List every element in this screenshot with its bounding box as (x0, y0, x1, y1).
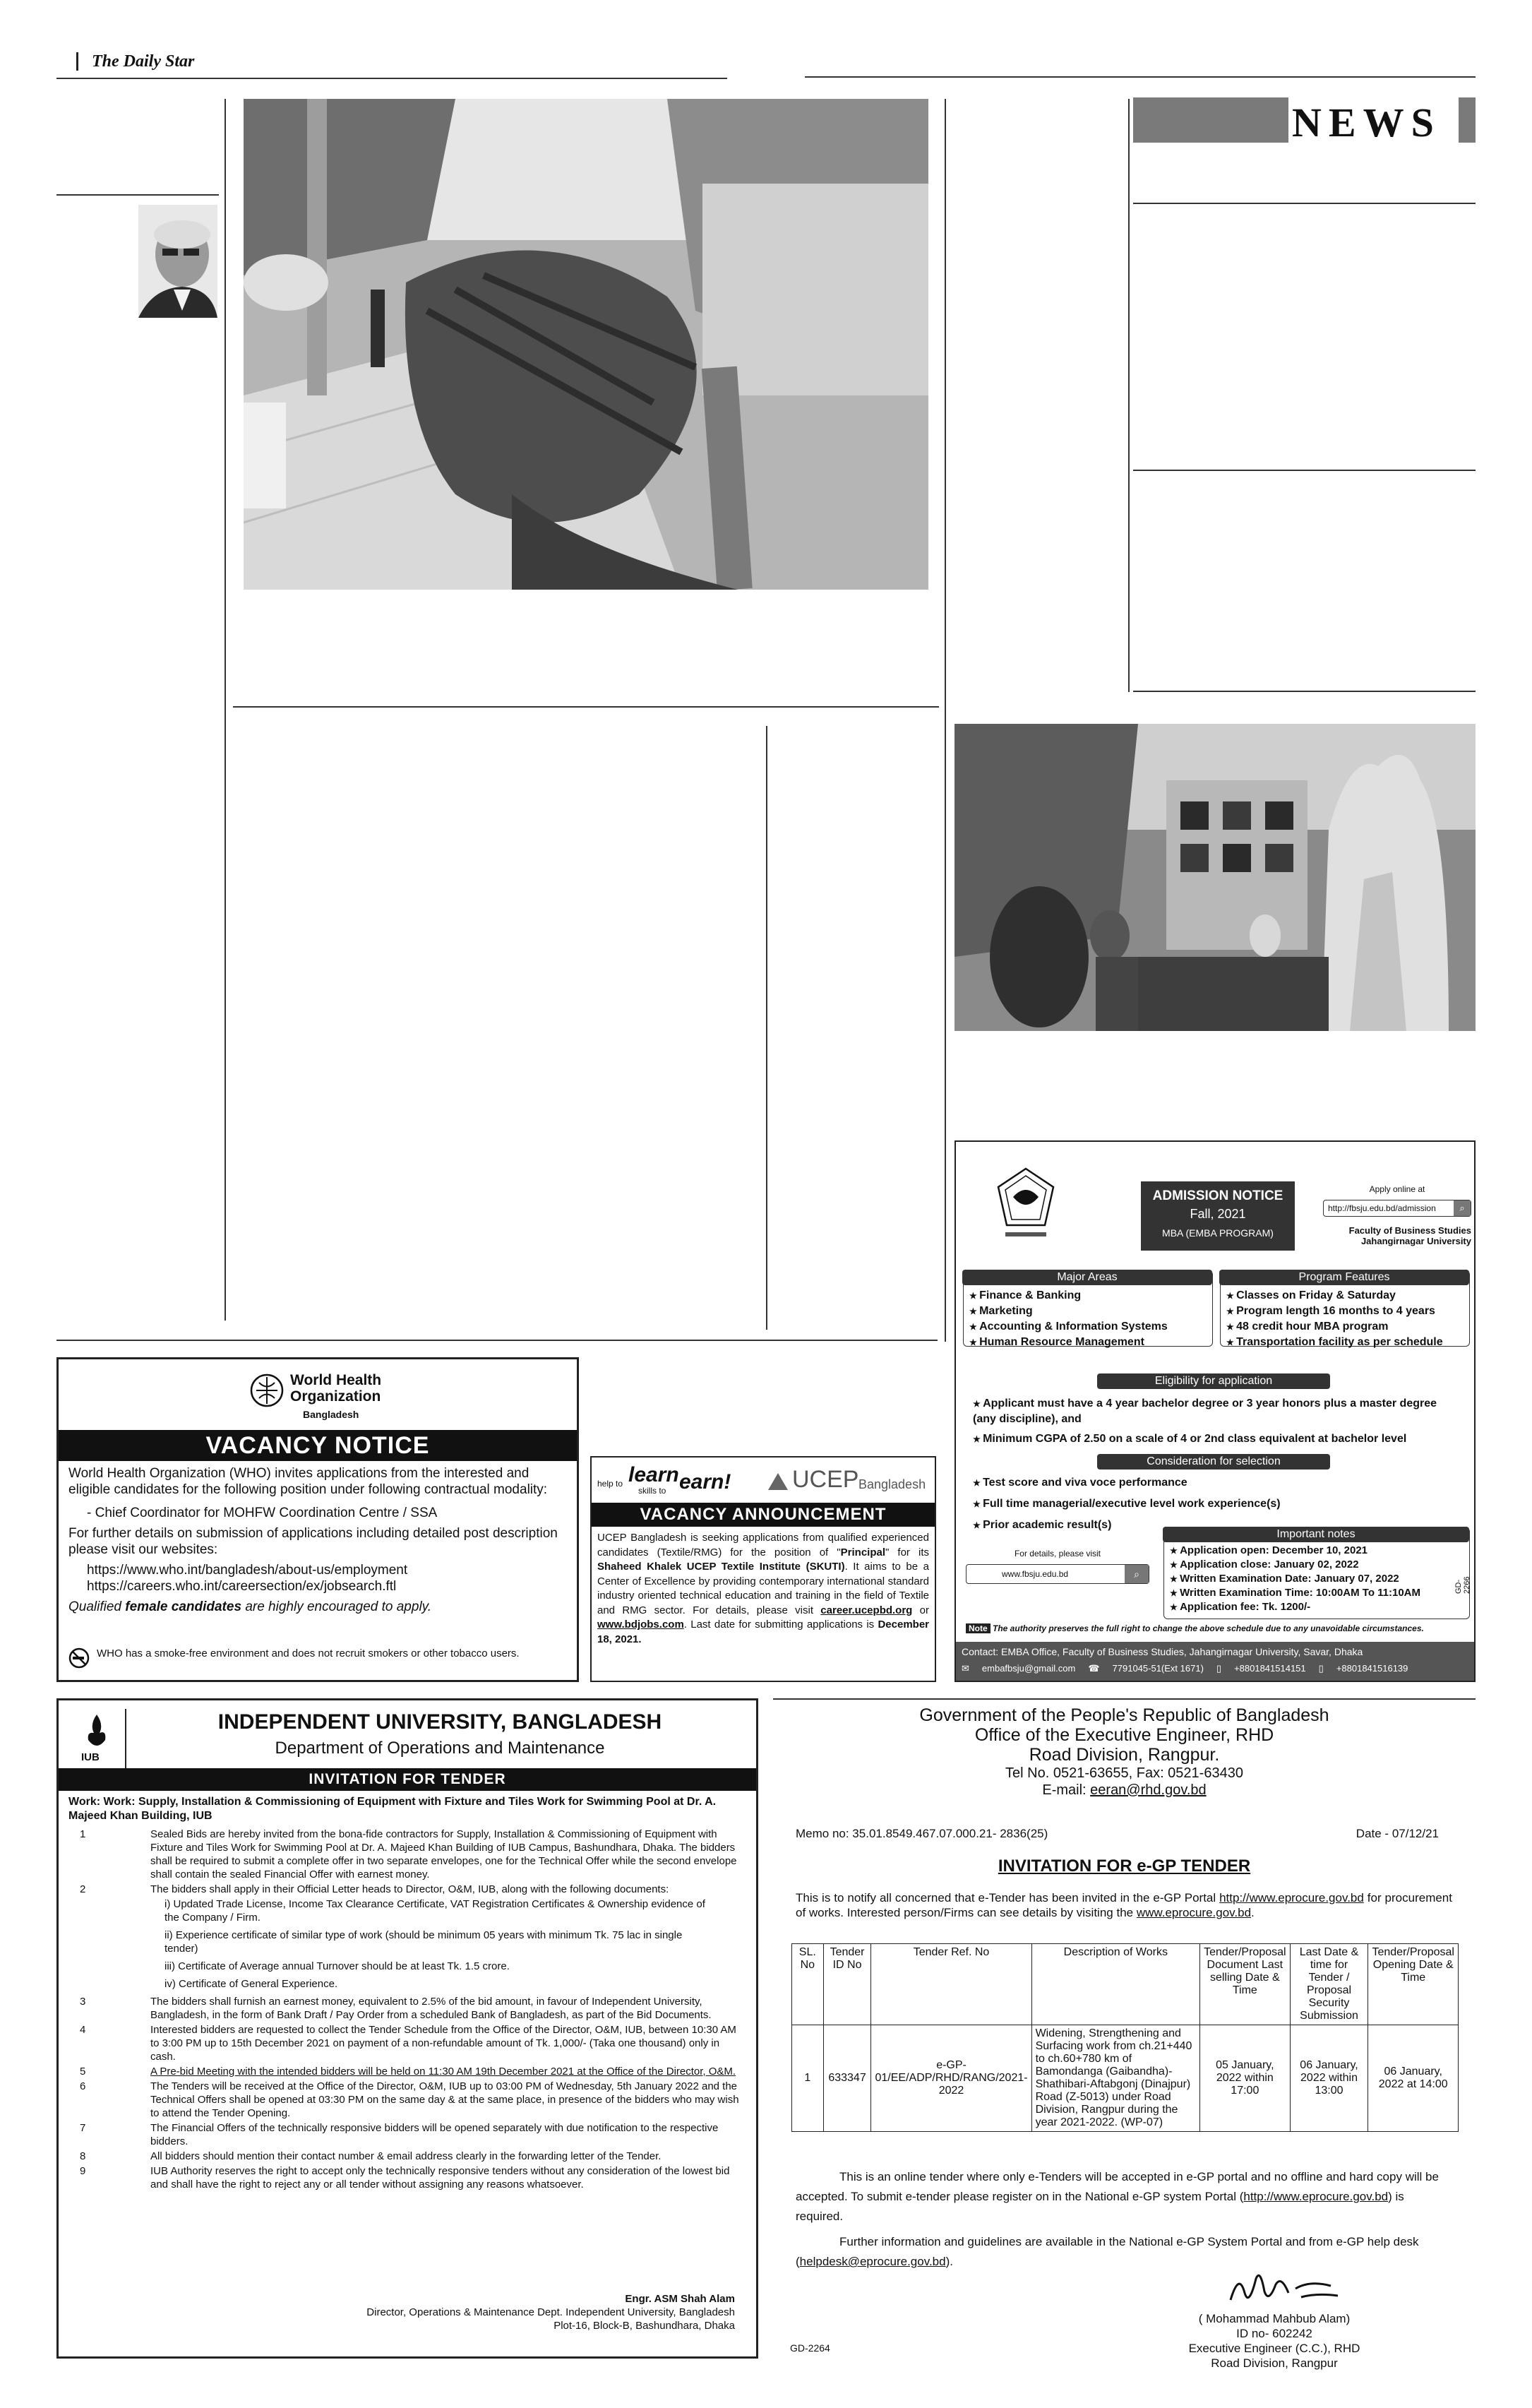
admission-title: ADMISSION NOTICE (1152, 1188, 1283, 1203)
table-header-cell: Tender ID No (823, 1944, 871, 2025)
apply-url-field[interactable] (1323, 1200, 1471, 1217)
rhd-division: Road Division, Rangpur. (1029, 1745, 1220, 1765)
ucep-tag-learn: learn (628, 1463, 679, 1486)
fallen-tree-photo (244, 99, 928, 590)
who-smoke-text: WHO has a smoke-free environment and does not recruit smokers or other tobacco users. (97, 1647, 520, 1659)
iub-item (66, 1897, 743, 1924)
who-link-1[interactable]: https://www.who.int/bangladesh/about-us/employment (87, 1563, 408, 1578)
consideration-list (973, 1475, 1460, 1533)
col-rule-2 (945, 99, 946, 1342)
eligibility-item: ★ Applicant must have a 4 year bachelor degree or 3 year honors plus a master degree (any discipline), and (973, 1396, 1460, 1427)
who-org-name: World Health Organization (290, 1372, 382, 1405)
phone-icon: ☎ (1088, 1663, 1100, 1674)
rhd-email-row (773, 1782, 1476, 1799)
iub-sign-addr: Plot-16, Block-B, Bashundhara, Dhaka (553, 2320, 735, 2332)
major-item: ★ Accounting & Information Systems (969, 1319, 1168, 1335)
sculpture-photo (954, 724, 1476, 1031)
rhd-sign-id: ID no- 602242 (1236, 2327, 1312, 2340)
rhd-help-email[interactable]: helpdesk@eprocure.gov.bd (799, 2255, 946, 2268)
table-cell: 06 January, 2022 within 13:00 (1290, 2025, 1368, 2132)
rhd-intro-2: for procurement of works. Interested person/Firms can see details by visiting the (796, 1891, 1452, 1919)
admission-contact-bar (956, 1642, 1474, 1681)
table-cell: 633347 (823, 2025, 871, 2132)
admission-apply-block (1323, 1184, 1471, 1255)
ucep-site-1[interactable]: career.ucepbd.org (820, 1604, 913, 1616)
author-portrait (138, 205, 217, 318)
ucep-logo-row (597, 1462, 929, 1500)
admission-notice (954, 1140, 1476, 1682)
ju-logo (995, 1166, 1056, 1244)
admission-university: Jahangirnagar University (1360, 1236, 1471, 1246)
rhd-further-text: Further information and guidelines are available in the National e-GP System Portal and from e-GP help desk ( (796, 2235, 1419, 2268)
important-notes-list (1170, 1544, 1420, 1614)
iub-item (66, 1883, 743, 1896)
iub-item (66, 2023, 743, 2063)
news-rule-3 (1133, 691, 1476, 692)
iub-name: INDEPENDENT UNIVERSITY, BANGLADESH (217, 1710, 662, 1734)
iub-item-text: iii) Certificate of Average annual Turnover should be at least Tk. 1.5 crore. (164, 1960, 510, 1972)
table-row (792, 2025, 1459, 2132)
rhd-online-end: ) is required. (796, 2190, 1404, 2223)
iub-items (66, 1828, 743, 2193)
masthead-right-rule (805, 76, 1476, 78)
note-item: ★ Written Examination Time: 10:00AM To 11:10AM (1170, 1586, 1420, 1600)
table-header-cell: Description of Works (1031, 1944, 1200, 2025)
rhd-sign-title: Executive Engineer (C.C.), RHD (1188, 2342, 1360, 2355)
who-smoke-note (68, 1647, 567, 1669)
iub-item-num: 2 (80, 1883, 86, 1895)
program-features-list (1226, 1288, 1443, 1350)
iub-item-num: 4 (80, 2024, 86, 2036)
table-header-row (792, 1944, 1459, 2025)
iub-title-bar: INVITATION FOR TENDER (59, 1768, 756, 1791)
ucep-body (597, 1531, 929, 1647)
who-body (68, 1465, 567, 1615)
news-rule-1 (1133, 203, 1476, 204)
consideration-head: Consideration for selection (1097, 1454, 1330, 1470)
ucep-tag-earn: earn! (679, 1470, 731, 1494)
iub-item-text: Interested bidders are requested to collect the Tender Schedule from the Office of the Director, O&M, IUB, between 10:30 AM to 3:00 PM up to 15th December 2021 on payment of a non-refundable amount of Tk. 1,000/- (Taka one thousand) only in cash. (150, 2024, 736, 2063)
rhd-sign-name: ( Mohammad Mahbub Alam) (1198, 2312, 1351, 2325)
note-item: ★ Application fee: Tk. 1200/- (1170, 1600, 1420, 1614)
iub-item-num: 9 (80, 2165, 86, 2177)
admission-title-block (1141, 1181, 1295, 1251)
rhd-email[interactable]: eeran@rhd.gov.bd (1090, 1782, 1207, 1798)
apply-url: http://fbsju.edu.bd/admission (1328, 1203, 1436, 1213)
iub-item (66, 2121, 743, 2148)
who-org-country: Bangladesh (303, 1409, 359, 1420)
ju-emblem-icon (995, 1166, 1056, 1244)
rhd-tel: Tel No. 0521-63655, Fax: 0521-63430 (1005, 1765, 1243, 1781)
rhd-online-note (796, 2167, 1452, 2227)
visit-url: www.fbsju.edu.bd (1002, 1569, 1069, 1579)
rhd-date: Date - 07/12/21 (1356, 1827, 1439, 1840)
iub-signature (366, 2292, 735, 2332)
table-header-cell: Tender Ref. No (871, 1944, 1031, 2025)
major-item: ★ Marketing (969, 1304, 1168, 1319)
masthead-brand: The Daily Star (92, 52, 195, 71)
eligibility-head: Eligibility for application (1097, 1373, 1330, 1389)
email-icon: ✉ (962, 1663, 969, 1674)
signature-image (1225, 2265, 1345, 2314)
who-female-post: are highly encouraged to apply. (245, 1599, 432, 1614)
lower-left-rule (56, 1340, 938, 1341)
rhd-memo: Memo no: 35.01.8549.467.07.000.21- 2836(25) (796, 1827, 1048, 1840)
note-item: ★ Written Examination Date: January 07, 2022 (1170, 1572, 1420, 1586)
ucep-logo-country: Bangladesh (858, 1477, 926, 1491)
iub-item-text: The bidders shall furnish an earnest money, equivalent to 2.5% of the bid amount, in favour of Independent University, Bangladesh, in the form of Bank Draft / Pay Order from a scheduled Bank of Bangladesh, as part of the Bid Documents. (150, 1996, 712, 2021)
table-header-cell: Tender/Proposal Document Last selling Date & Time (1200, 1944, 1291, 2025)
rhd-header (773, 1705, 1476, 1799)
major-areas-list (969, 1288, 1168, 1350)
ucep-position: Principal (840, 1546, 885, 1558)
rhd-further-end: ). (945, 2255, 953, 2268)
iub-item (66, 1828, 743, 1881)
eligibility-list (973, 1396, 1460, 1447)
table-cell: 1 (792, 2025, 824, 2132)
who-title-bar: VACANCY NOTICE (59, 1430, 577, 1461)
visit-search-icon: ⌕ (1125, 1565, 1149, 1583)
iub-item-text: ii) Experience certificate of similar type of work (should be minimum 05 years with minimum Tk. 75 lac in single tender) (164, 1929, 683, 1955)
iub-flame-icon (83, 1712, 111, 1747)
iub-item-num: 5 (80, 2066, 86, 2078)
note-text: The authority preserves the full right to change the above schedule due to any unavoidable circumstances. (993, 1623, 1424, 1633)
apply-search-icon: ⌕ (1454, 1200, 1471, 1216)
rhd-email-label: E-mail: (1042, 1782, 1091, 1798)
iub-item-text: The bidders shall apply in their Official Letter heads to Director, O&M, IUB, along with the following documents: (150, 1883, 669, 1895)
iub-work: Work: Work: Supply, Installation & Commissioning of Equipment with Fixture and Tiles Work for Swimming Pool at Dr. A. Majeed Khan Building, IUB (68, 1796, 717, 1822)
important-notes-box (1163, 1527, 1470, 1619)
iub-item-text: Sealed Bids are hereby invited from the bona-fide contractors for Supply, Installation & Commissioning of Equipment with Fixture and Tiles Work for Swimming Pool at Dr. A. Majeed Khan Building of IUB Campus, Bashundhara, Dhaka. The bidders shall be required to submit a complete offer in two separate envelopes, one for the Technical Offer while the second envelope shall contain the sealed Financial Offer with earnest money. (150, 1828, 737, 1880)
mobile-icon: ▯ (1318, 1663, 1324, 1674)
who-details: For further details on submission of applications including detailed post description please visit our websites: (68, 1526, 558, 1557)
table-header-cell: Tender/Proposal Opening Date & Time (1368, 1944, 1459, 2025)
rhd-office: Office of the Executive Engineer, RHD (974, 1725, 1274, 1745)
table-cell: Widening, Strengthening and Surfacing work from ch.21+440 to ch.60+780 km of Bamondanga (Gaibandha)-Shathibari-Aftabgonj (Dinajpur) Road (Z-5013) under Road Division, Rangpur during the year 2021-2022. (WP-07) (1031, 2025, 1200, 2132)
rhd-further (796, 2232, 1452, 2272)
news-header-bar (1133, 97, 1288, 143)
contact-phone-3: +8801841516139 (1336, 1663, 1408, 1674)
contact-phone-1: 7791045-51(Ext 1671) (1112, 1663, 1204, 1674)
who-emblem-icon (249, 1373, 285, 1408)
iub-item-text: i) Updated Trade License, Income Tax Clearance Certificate, VAT Registration Certificates & Ownership evidence of the Company / Firm. (164, 1898, 705, 1924)
iub-dept: Department of Operations and Maintenance (275, 1739, 605, 1758)
note-tag: Note (966, 1623, 991, 1633)
iub-item-text: The Financial Offers of the technically responsive bidders will be opened separately with due notification to the respective bidders. (150, 2122, 719, 2147)
rhd-online-text: This is an online tender where only e-Tenders will be accepted in e-GP portal and no offline and hard copy will be accepted. To submit e-tender please register on in the National e-GP system Portal ( (796, 2170, 1439, 2203)
apply-label: Apply online at (1369, 1184, 1425, 1194)
major-item: ★ Finance & Banking (969, 1288, 1168, 1304)
iub-item-num: 6 (80, 2080, 86, 2092)
program-features-head: Program Features (1219, 1270, 1469, 1285)
rhd-portal-2[interactable]: www.eprocure.gov.bd (1136, 1906, 1252, 1919)
note-item: ★ Application close: January 02, 2022 (1170, 1558, 1420, 1572)
rhd-title: INVITATION FOR e-GP TENDER (998, 1856, 1251, 1876)
consideration-item: ★ Test score and viva voce performance (973, 1475, 1460, 1491)
iub-item (66, 1929, 743, 1955)
iub-item (66, 2065, 743, 2078)
who-intro: World Health Organization (WHO) invites applications from the interested and eligible candidates for the following position under following contractual modality: (68, 1466, 548, 1497)
ucep-body-5: . Last date for submitting applications is (683, 1619, 878, 1631)
who-vacancy-notice (56, 1357, 579, 1682)
eligibility-item: ★ Minimum CGPA of 2.50 on a scale of 4 or 2nd class equivalent at bachelor level (973, 1431, 1460, 1447)
ucep-body-1: UCEP Bangladesh is seeking applications from qualified experienced candidates (Textile/RMG) for the position of " (597, 1532, 929, 1558)
col-rule-1 (225, 99, 226, 1321)
contact-phone-2: +8801841514151 (1234, 1663, 1306, 1674)
ucep-tag-skills: skills to (638, 1486, 666, 1496)
feature-item: ★ Transportation facility as per schedule (1226, 1335, 1443, 1350)
feature-item: ★ Classes on Friday & Saturday (1226, 1288, 1443, 1304)
table-cell: e-GP-01/EE/ADP/RHD/RANG/2021-2022 (871, 2025, 1031, 2132)
iub-item-num: 1 (80, 1828, 86, 1840)
admission-code: GD-2266 (1454, 1576, 1471, 1594)
major-item: ★ Human Resource Management (969, 1335, 1168, 1350)
iub-item-num: 7 (80, 2122, 86, 2134)
rhd-intro-3: . (1251, 1906, 1255, 1919)
iub-item (66, 1960, 743, 1973)
ucep-body-4: or (912, 1604, 929, 1616)
masthead-divider (76, 52, 78, 71)
masthead-left (56, 49, 727, 79)
news-header (1133, 97, 1476, 145)
iub-item-text: iv) Certificate of General Experience. (164, 1978, 338, 1990)
rhd-signature (1126, 2311, 1423, 2371)
admission-faculty: Faculty of Business Studies (1348, 1225, 1471, 1236)
rhd-gov: Government of the People's Republic of Bangladesh (919, 1705, 1329, 1725)
contact-text: Contact: EMBA Office, Faculty of Business Studies, Jahangirnagar University, Savar, Dhaka (962, 1646, 1363, 1657)
who-position: - Chief Coordinator for MOHFW Coordination Centre / SSA (87, 1506, 438, 1520)
contact-row (962, 1663, 1470, 1674)
program-features-box (1220, 1270, 1470, 1347)
iub-invitation-for-tender (56, 1698, 758, 2359)
table-header-cell: Last Date & time for Tender / Proposal Security Submission (1290, 1944, 1368, 2025)
admission-note-row (966, 1623, 1460, 1633)
rhd-portal-1[interactable]: http://www.eprocure.gov.bd (1219, 1891, 1364, 1905)
rhd-online-link[interactable]: http://www.eprocure.gov.bd (1243, 2190, 1389, 2203)
iub-item (66, 1995, 743, 2022)
consideration-item: ★ Full time managerial/executive level work experience(s) (973, 1496, 1460, 1512)
who-female-pre: Qualified (68, 1599, 121, 1614)
iub-item-text: A Pre-bid Meeting with the intended bidders will be held on 11:30 AM 19th December 2021 at the Office of the Director, O&M. (150, 2066, 736, 2078)
who-female-note (68, 1599, 567, 1615)
news-header-label: NEWS (1292, 100, 1441, 145)
inner-col-rule (766, 726, 767, 1330)
table-header-cell: SL. No (792, 1944, 824, 2025)
major-areas-head: Major Areas (962, 1270, 1212, 1285)
rhd-egp-tender (773, 1698, 1476, 2370)
ucep-tag-help: help to (597, 1479, 623, 1489)
iub-sign-title: Director, Operations & Maintenance Dept. Independent University, Bangladesh (366, 2306, 735, 2318)
important-notes-head: Important notes (1163, 1527, 1469, 1542)
visit-block (966, 1549, 1149, 1584)
main-separator (233, 706, 939, 708)
ucep-triangle-icon (768, 1473, 788, 1490)
iub-item-num: 8 (80, 2150, 86, 2162)
ucep-title-bar: VACANCY ANNOUNCEMENT (592, 1503, 935, 1527)
top-left-rule (56, 194, 219, 196)
feature-item: ★ 48 credit hour MBA program (1226, 1319, 1443, 1335)
admission-session: Fall, 2021 (1190, 1207, 1246, 1221)
news-rule-2 (1133, 470, 1476, 471)
iub-item (66, 2080, 743, 2120)
no-smoking-icon (68, 1647, 90, 1669)
news-block-rule-left (1128, 99, 1130, 692)
mobile-icon: ▯ (1216, 1663, 1222, 1674)
iub-item-num: 3 (80, 1996, 86, 2008)
iub-logo (68, 1709, 126, 1771)
ucep-logo-text: UCEP (792, 1466, 859, 1493)
iub-item-text: The Tenders will be received at the Office of the Director, O&M, IUB up to 03:00 PM of Wednesday, 5th January 2022 and the Technical Offers shall be opened at 03:30 PM on the same day & at the same place, in presence of the bidders who may wish to attend the Tender Opening. (150, 2080, 739, 2119)
table-cell: 06 January, 2022 at 14:00 (1368, 2025, 1459, 2132)
news-header-bar-end (1459, 97, 1476, 143)
contact-email: embafbsju@gmail.com (981, 1663, 1076, 1674)
rhd-sign-div: Road Division, Rangpur (1211, 2356, 1338, 2370)
iub-item-text: All bidders should mention their contact number & email address clearly in the forwarding letter of the Tender. (150, 2150, 662, 2162)
consideration-item: ★ Prior academic result(s) (973, 1518, 1460, 1533)
ucep-institute: Shaheed Khalek UCEP Textile Institute (SKUTI) (597, 1561, 845, 1573)
visit-label: For details, please visit (1014, 1549, 1101, 1558)
who-link-2[interactable]: https://careers.who.int/careersection/ex/jobsearch.ftl (87, 1579, 397, 1594)
rhd-tender-table (791, 1943, 1459, 2132)
who-female-bold: female candidates (125, 1599, 242, 1614)
major-areas-box (963, 1270, 1213, 1347)
rhd-intro-1: This is to notify all concerned that e-Tender has been invited in the e-GP Portal (796, 1891, 1220, 1905)
visit-url-field[interactable] (966, 1564, 1149, 1584)
who-logo (249, 1369, 390, 1426)
feature-item: ★ Program length 16 months to 4 years (1226, 1304, 1443, 1319)
table-cell: 05 January, 2022 within 17:00 (1200, 2025, 1291, 2132)
admission-program: MBA (EMBA PROGRAM) (1162, 1227, 1274, 1239)
iub-item (66, 2164, 743, 2191)
note-item: ★ Application open: December 10, 2021 (1170, 1544, 1420, 1558)
ucep-site-2[interactable]: www.bdjobs.com (597, 1619, 684, 1631)
rhd-code: GD-2264 (790, 2342, 830, 2354)
ucep-body-2: " for its (885, 1546, 930, 1558)
iub-item (66, 2150, 743, 2163)
ucep-vacancy-announcement (590, 1456, 936, 1682)
iub-sign-name: Engr. ASM Shah Alam (625, 2293, 735, 2305)
iub-item (66, 1977, 743, 1991)
iub-item-text: IUB Authority reserves the right to accept only the technically responsive tenders without any consideration of the lowest bid and shall have the right to reject any or all tender without assigning any reasons whatsoever. (150, 2165, 730, 2191)
ucep-body-3: . It aims to be a Center of Excellence by providing contemporary international standard industry oriented technical education and training in the field of Textile and RMG sector. For details, please visit (597, 1561, 929, 1616)
ucep-deadline: December 18, 2021. (597, 1619, 929, 1645)
rhd-intro (796, 1890, 1452, 1920)
iub-logo-text: IUB (81, 1751, 100, 1763)
